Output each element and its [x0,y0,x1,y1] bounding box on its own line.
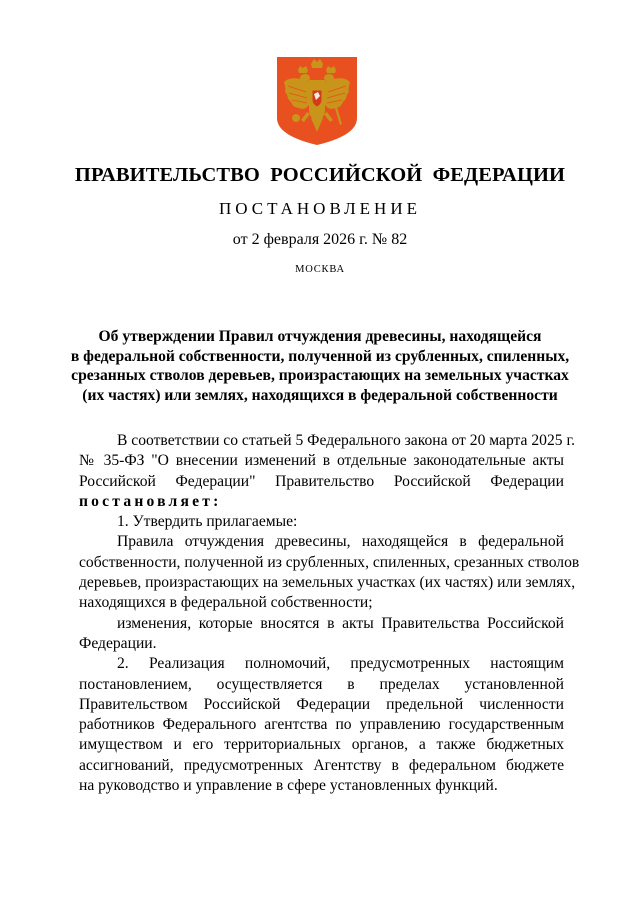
preamble-line: В соответствии со статьей 5 Федерального закона от 20 марта 2025 г. [117,432,575,449]
document-type: ПОСТАНОВЛЕНИЕ [218,199,421,218]
document-subject [60,327,580,406]
subject-line: (их частях) или землях, находящихся в федеральной собственности [82,387,558,405]
subject-line: Об утверждении Правил отчуждения древесины, находящейся [98,328,542,345]
item-1-heading: 1. Утвердить прилагаемые: [117,513,298,531]
changes-line: изменения, которые вносятся в акты Правительства Российской [117,614,564,632]
item-2-line: имуществом и его территориальных органов, а также бюджетных [79,736,564,754]
rules-line: находящихся в федеральной собственности; [79,594,373,612]
document-city: МОСКВА [295,264,345,275]
government-title: ПРАВИТЕЛЬСТВО РОССИЙСКОЙ ФЕДЕРАЦИИ [74,164,566,186]
preamble-line: Российской Федерации" Правительство Российской Федерации [79,472,564,490]
document-body [79,431,580,796]
item-2-line: Правительством Российской Федерации предельной численности [79,695,564,713]
item-2-line: 2. Реализация полномочий, предусмотренных настоящим [117,655,564,673]
item-2-line: ассигнований, предусмотренных Агентству в федеральном бюджете [79,756,564,774]
preamble-line: № 35-ФЗ "О внесении изменений в отдельные законодательные акты [79,452,564,470]
document-date-number: от 2 февраля 2026 г. № 82 [232,231,408,248]
changes-line: Федерации. [79,634,157,652]
rules-line: собственности, полученной из срубленных, спиленных, срезанных стволов [79,553,580,571]
rules-line: деревьев, произрастающих на земельных участках (их частях) или землях, [79,574,576,592]
subject-line: срезанных стволов деревьев, произрастающих на земельных участках [71,367,569,385]
item-2-line: постановлением, осуществляется в пределах установленной [79,675,564,693]
subject-line: в федеральной собственности, полученной из срубленных, спиленных, [70,347,570,365]
russian-coat-of-arms-icon [276,56,358,146]
item-2-line: на руководство и управление в сфере установленных функций. [79,777,498,795]
rules-line: Правила отчуждения древесины, находящейся в федеральной [117,533,564,551]
decree-word: постановляет: [79,492,222,510]
item-2-line: работников Федерального агентства по управлению государственным [79,716,564,734]
